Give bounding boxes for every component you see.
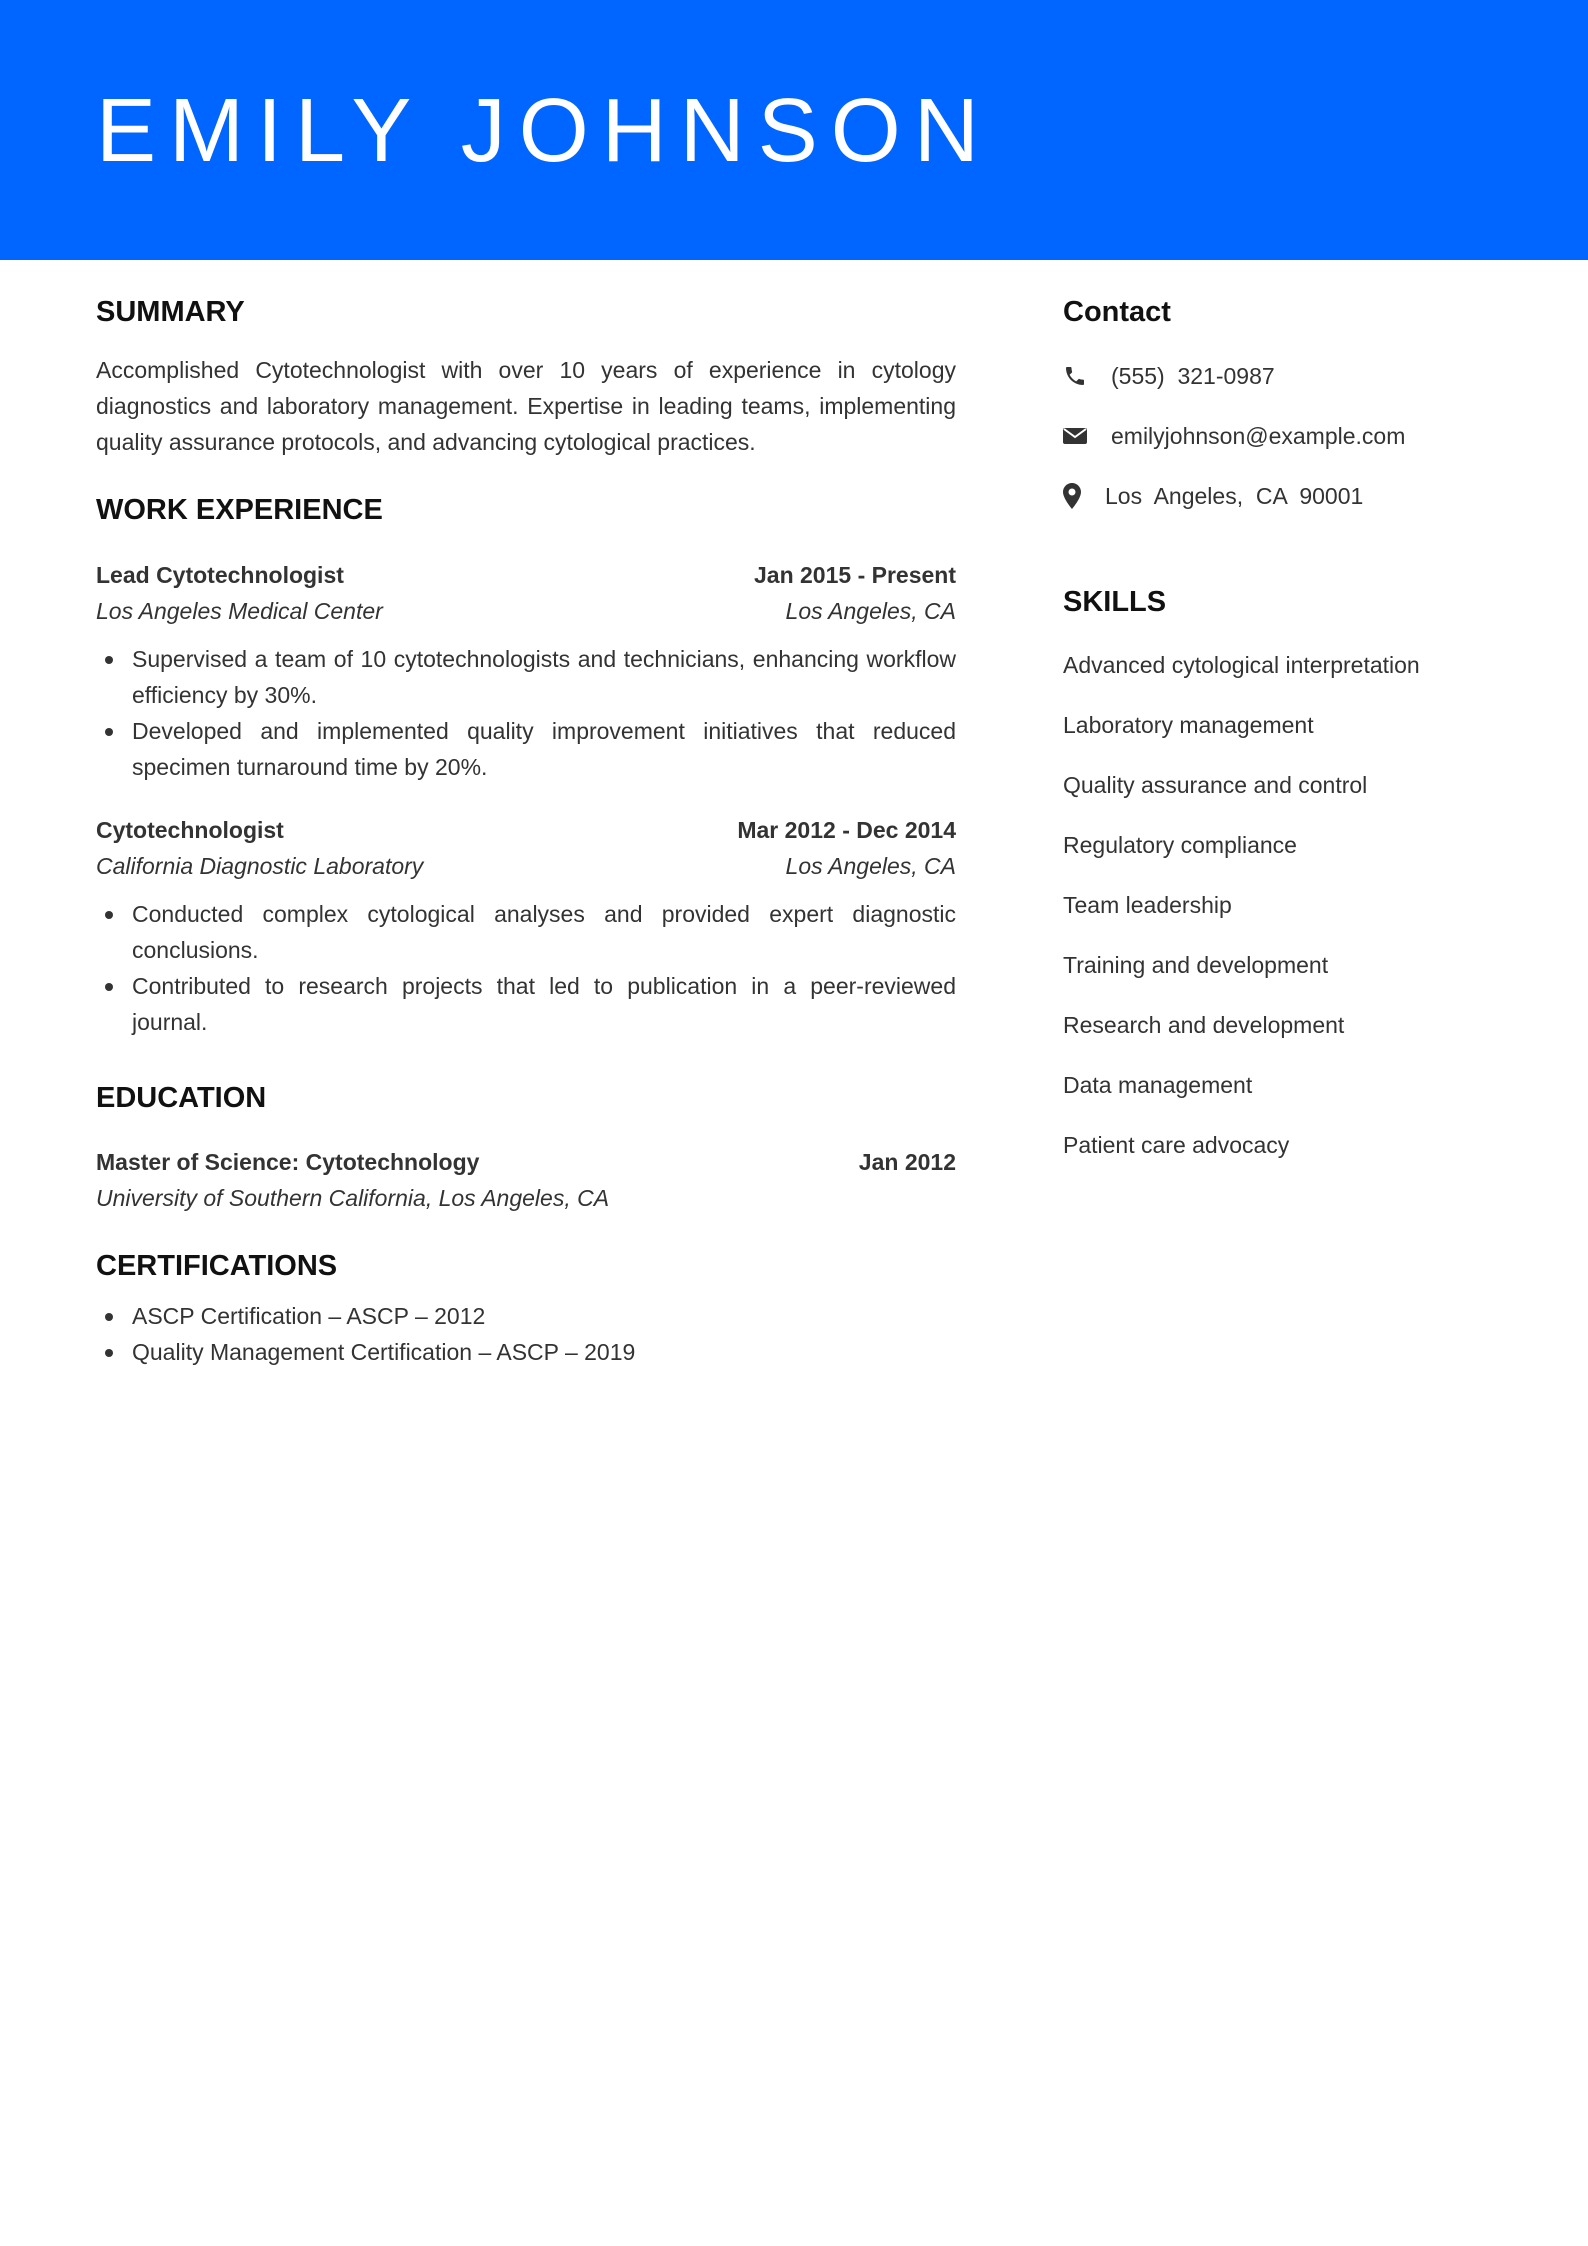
certification-list <box>96 1298 956 1370</box>
summary-text: Accomplished Cytotechnologist with over 10 years of experience in cytology diagnostics and laboratory management. Expertise in leading teams, implementing quality assurance protocols, and advancing cytological practices. <box>96 357 956 455</box>
candidate-name: EMILY JOHNSON <box>96 81 992 181</box>
phone-icon <box>1063 364 1111 388</box>
main-column <box>96 292 956 1370</box>
job-entry <box>96 557 956 785</box>
skill-item: Training and development <box>1063 952 1329 978</box>
work-experience-section <box>96 490 956 1040</box>
skill-item: Laboratory management <box>1063 712 1314 738</box>
map-pin-icon <box>1063 483 1105 509</box>
phone-number: (555) 321-0987 <box>1111 362 1275 389</box>
job-dates: Jan 2015 - Present <box>753 562 956 588</box>
skill-item: Quality assurance and control <box>1063 772 1368 798</box>
location-text: Los Angeles, CA 90001 <box>1105 482 1364 509</box>
degree-date: Jan 2012 <box>858 1149 956 1175</box>
contact-title: Contact <box>1063 296 1171 328</box>
skill-item: Advanced cytological interpretation <box>1063 652 1420 678</box>
contact-location <box>1063 478 1503 514</box>
work-experience-title: WORK EXPERIENCE <box>96 494 383 526</box>
skill-item: Team leadership <box>1063 892 1232 918</box>
job-location: Los Angeles, CA <box>785 598 956 624</box>
job-bullet: Supervised a team of 10 cytotechnologists and technicians, enhancing workflow efficiency by 30%. <box>132 641 956 713</box>
summary-title: SUMMARY <box>96 296 245 328</box>
summary-section <box>96 292 956 460</box>
job-org: California Diagnostic Laboratory <box>96 853 424 879</box>
certifications-title: CERTIFICATIONS <box>96 1250 338 1282</box>
job-bullet: Conducted complex cytological analyses and provided expert diagnostic conclusions. <box>132 896 956 968</box>
skill-item: Data management <box>1063 1072 1253 1098</box>
job-bullets <box>96 896 956 1040</box>
certifications-section <box>96 1246 956 1370</box>
job-bullet: Developed and implemented quality improvement initiatives that reduced specimen turnaround time by 20%. <box>132 713 956 785</box>
skills-list <box>1063 647 1503 1163</box>
job-location: Los Angeles, CA <box>785 853 956 879</box>
skill-item: Patient care advocacy <box>1063 1132 1290 1158</box>
contact-email <box>1063 418 1503 454</box>
envelope-icon <box>1063 426 1111 446</box>
skill-item: Regulatory compliance <box>1063 832 1297 858</box>
contact-phone <box>1063 358 1503 394</box>
job-org: Los Angeles Medical Center <box>96 598 383 624</box>
certification-item: ASCP Certification – ASCP – 2012 <box>132 1298 956 1334</box>
school: University of Southern California, Los Angeles, CA <box>96 1185 610 1211</box>
job-role: Cytotechnologist <box>96 817 284 843</box>
job-dates: Mar 2012 - Dec 2014 <box>737 817 956 843</box>
job-bullet: Contributed to research projects that led to publication in a peer-reviewed journal. <box>132 968 956 1040</box>
job-role: Lead Cytotechnologist <box>96 562 344 588</box>
certification-item: Quality Management Certification – ASCP – 2019 <box>132 1334 956 1370</box>
skill-item: Research and development <box>1063 1012 1345 1038</box>
side-column <box>1063 292 1503 1187</box>
degree: Master of Science: Cytotechnology <box>96 1149 480 1175</box>
email-address: emilyjohnson@example.com <box>1111 422 1406 449</box>
contact-section <box>1063 292 1503 514</box>
skills-section <box>1063 582 1503 1163</box>
job-entry <box>96 812 956 1040</box>
header-banner <box>0 0 1588 260</box>
skills-title: SKILLS <box>1063 586 1167 618</box>
job-bullets <box>96 641 956 785</box>
education-section <box>96 1078 956 1216</box>
education-title: EDUCATION <box>96 1082 267 1114</box>
